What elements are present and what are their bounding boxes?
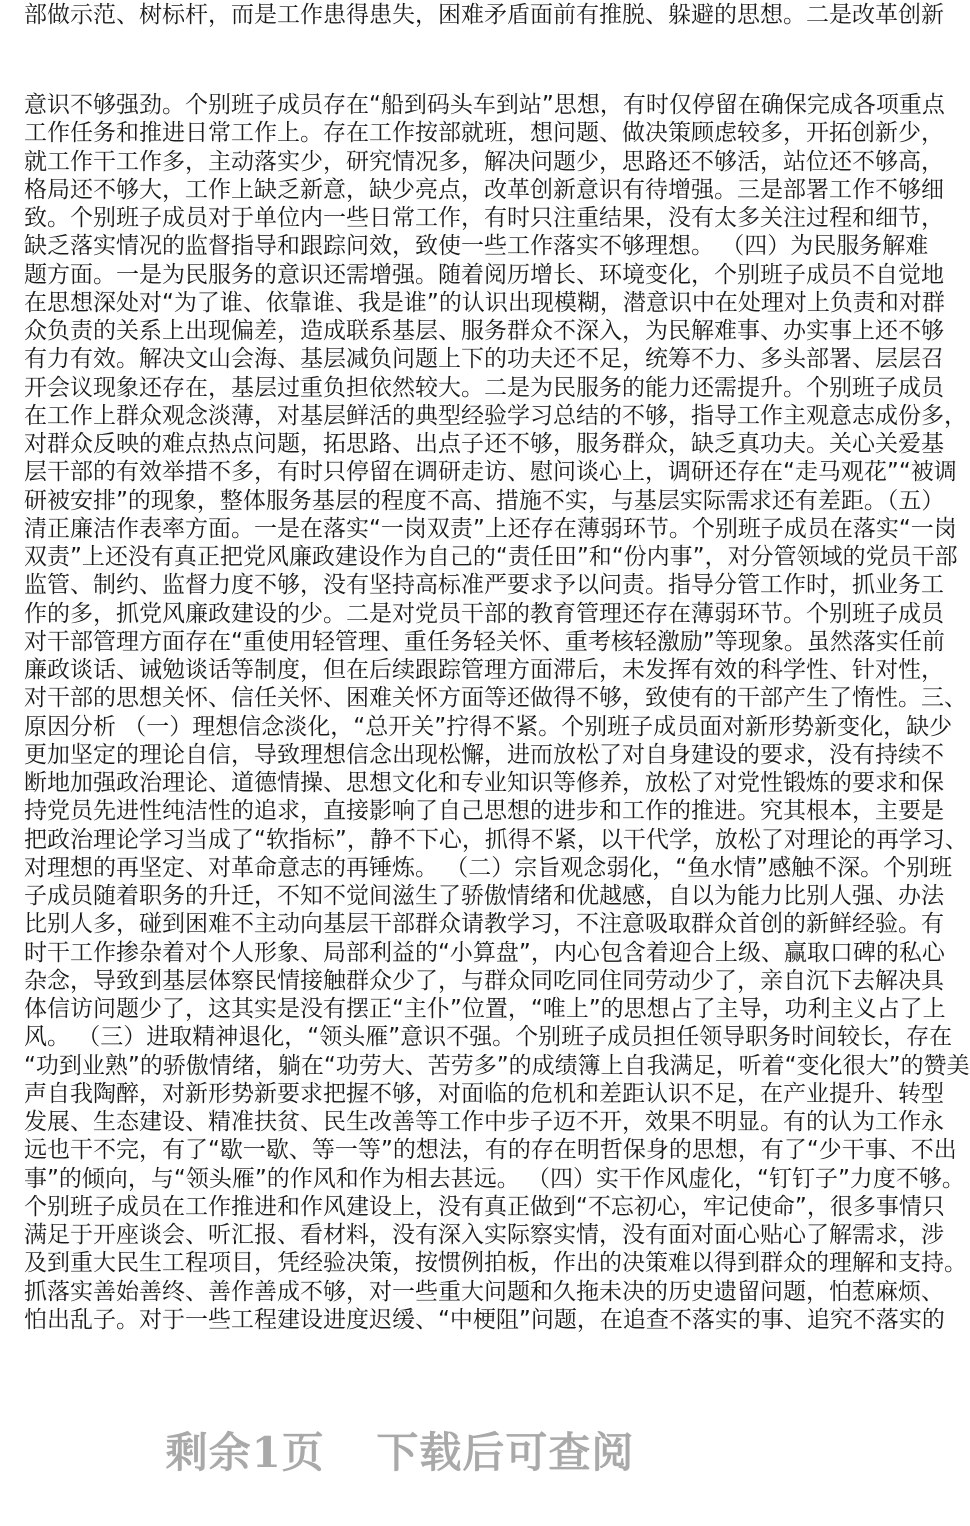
text-line: 部做示范、树标杆，而是工作患得患失，困难矛盾面前有推脱、躲避的思想。二是改革创新 xyxy=(24,2,944,28)
text-line: “功到业熟”的骄傲情绪，躺在“功劳大、苦劳多”的成绩簿上自我满足，听着“变化很大”的赞美 xyxy=(24,1052,970,1079)
text-line: 时干工作掺杂着对个人形象、局部利益的“小算盘”，内心包含着迎合上级、赢取口碑的私心 xyxy=(24,939,945,966)
text-line: 众负责的关系上出现偏差，造成联系基层、服务群众不深入，为民解难事、办实事上还不够 xyxy=(24,318,944,344)
text-line: 工作任务和推进日常工作上。存在工作按部就班，想问题、做决策顾虑较多，开拓创新少， xyxy=(24,120,944,147)
text-line: 意识不够强劲。个别班子成员存在“船到码头车到站”思想，有时仅停留在确保完成各项重点 xyxy=(24,92,945,118)
text-line: 风。 （三）进取精神退化，“领头雁”意识不强。个别班子成员担任领导职务时间较长，存在 xyxy=(24,1024,953,1051)
text-line: 对干部的思想关怀、信任关怀、困难关怀方面等还做得不够，致使有的干部产生了惰性。三、 xyxy=(24,685,967,712)
text-line: 比别人多，碰到困难不主动向基层干部群众请教学习，不注意吸取群众首创的新鲜经验。有 xyxy=(24,911,944,938)
text-line: 及到重大民生工程项目，凭经验决策，按惯例拍板，作出的决策难以得到群众的理解和支持。 xyxy=(24,1250,967,1277)
text-line: 对理想的再坚定、对革命意志的再锤炼。 （二）宗旨观念弱化，“鱼水情”感触不深。个别班 xyxy=(24,854,953,881)
text-line: 层干部的有效举措不多，有时只停留在调研走访、慰问谈心上，调研还存在“走马观花”“被调 xyxy=(24,459,957,486)
remaining-pages-label: 剩余1页 xyxy=(165,1428,325,1477)
text-line: 监管、制约、监督力度不够，没有坚持高标准严要求予以问责。指导分管工作时，抓业务工 xyxy=(24,572,944,599)
text-line: 个别班子成员在工作推进和作风建设上，没有真正做到“不忘初心，牢记使命”，很多事情只 xyxy=(24,1193,945,1220)
text-line: 持党员先进性纯洁性的追求，直接影响了自己思想的进步和工作的推进。究其根本，主要是 xyxy=(24,798,944,825)
text-line: 满足于开座谈会、听汇报、看材料，没有深入实际察实情，没有面对面心贴心了解需求，涉 xyxy=(24,1222,944,1248)
download-to-view-label[interactable]: 下载后可查阅 xyxy=(376,1428,635,1477)
text-line: 原因分析 （一）理想信念淡化，“总开关”拧得不紧。个别班子成员面对新形势新变化，缺少 xyxy=(24,713,953,740)
text-line: 就工作干工作多，主动落实少，研究情况多，解决问题少，思路还不够活，站位还不够高， xyxy=(24,148,944,175)
text-line: 怕出乱子。对于一些工程建设进度迟缓、“中梗阻”问题，在追查不落实的事、追究不落实的 xyxy=(24,1306,945,1333)
document-text-top xyxy=(24,1,944,29)
text-line: 杂念，导致到基层体察民情接触群众少了，与群众同吃同住同劳动少了，亲自沉下去解决具 xyxy=(24,967,944,994)
text-line: 致。个别班子成员对于单位内一些日常工作，有时只注重结果，没有太多关注过程和细节， xyxy=(24,205,944,231)
text-line: 开会议现象还存在，基层过重负担依然较大。二是为民服务的能力还需提升。个别班子成员 xyxy=(24,374,944,401)
text-line: 格局还不够大，工作上缺乏新意，缺少亮点，改革创新意识有待增强。三是部署工作不够细 xyxy=(24,176,944,203)
text-line: 在思想深处对“为了谁、依靠谁、我是谁”的认识出现模糊，潜意识中在处理对上负责和对群 xyxy=(24,289,945,316)
text-line: 题方面。一是为民服务的意识还需增强。随着阅历增长、环境变化，个别班子成员不自觉地 xyxy=(24,261,944,288)
text-line: 廉政谈话、诫勉谈话等制度，但在后续跟踪管理方面滞后，未发挥有效的科学性、针对性， xyxy=(24,657,944,683)
text-line: 抓落实善始善终、善作善成不够，对一些重大问题和久拖未决的历史遗留问题，怕惹麻烦、 xyxy=(24,1278,944,1305)
document-text-body xyxy=(24,91,970,1334)
text-line: 声自我陶醉，对新形势新要求把握不够，对面临的危机和差距认识不足，在产业提升、转型 xyxy=(24,1080,944,1107)
text-line: 有力有效。解决文山会海、基层减负问题上下的功夫还不足，统筹不力、多头部署、层层召 xyxy=(24,346,944,373)
download-prompt[interactable] xyxy=(0,1420,800,1480)
text-line: 研被安排”的现象，整体服务基层的程度不高、措施不实，与基层实际需求还有差距。（五） xyxy=(24,487,945,514)
text-line: 缺乏落实情况的监督指导和跟踪问效，致使一些工作落实不够理想。 （四）为民服务解难 xyxy=(24,233,929,260)
text-line: 对干部管理方面存在“重使用轻管理、重任务轻关怀、重考核轻激励”等现象。虽然落实任前 xyxy=(24,628,945,655)
text-line: 清正廉洁作表率方面。一是在落实“一岗双责”上还存在薄弱环节。个别班子成员在落实“一岗 xyxy=(24,515,957,542)
text-line: 双责”上还没有真正把党风廉政建设作为自己的“责任田”和“份内事”，对分管领域的党员干部 xyxy=(24,544,958,570)
text-line: 远也干不完，有了“歇一歇、等一等”的想法，有的存在明哲保身的思想，有了“少干事、不出 xyxy=(24,1137,957,1164)
text-line: 断地加强政治理论、道德情操、思想文化和专业知识等修养，放松了对党性锻炼的要求和保 xyxy=(24,770,944,796)
text-line: 更加坚定的理论自信，导致理想信念出现松懈，进而放松了对自身建设的要求，没有持续不 xyxy=(24,741,944,768)
text-line: 子成员随着职务的升迁，不知不觉间滋生了骄傲情绪和优越感，自以为能力比别人强、办法 xyxy=(24,883,944,909)
text-line: 体信访问题少了，这其实是没有摆正“主仆”位置，“唯上”的思想占了主导，功利主义占了上 xyxy=(24,996,946,1022)
text-line: 事”的倾向，与“领头雁”的作风和作为相去甚远。 （四）实干作风虚化，“钉钉子”力度不够。 xyxy=(24,1165,965,1192)
text-line: 在工作上群众观念淡薄，对基层鲜活的典型经验学习总结的不够，指导工作主观意志成份多， xyxy=(24,402,967,429)
text-line: 把政治理论学习当成了“软指标”，静不下心，抓得不紧，以干代学，放松了对理论的再学习、 xyxy=(24,826,968,853)
text-line: 作的多，抓党风廉政建设的少。二是对党员干部的教育管理还存在薄弱环节。个别班子成员 xyxy=(24,600,944,627)
text-line: 发展、生态建设、精准扶贫、民生改善等工作中步子迈不开，效果不明显。有的认为工作永 xyxy=(24,1109,944,1135)
text-line: 对群众反映的难点热点问题，拓思路、出点子还不够，服务群众，缺乏真功夫。关心关爱基 xyxy=(24,431,944,457)
